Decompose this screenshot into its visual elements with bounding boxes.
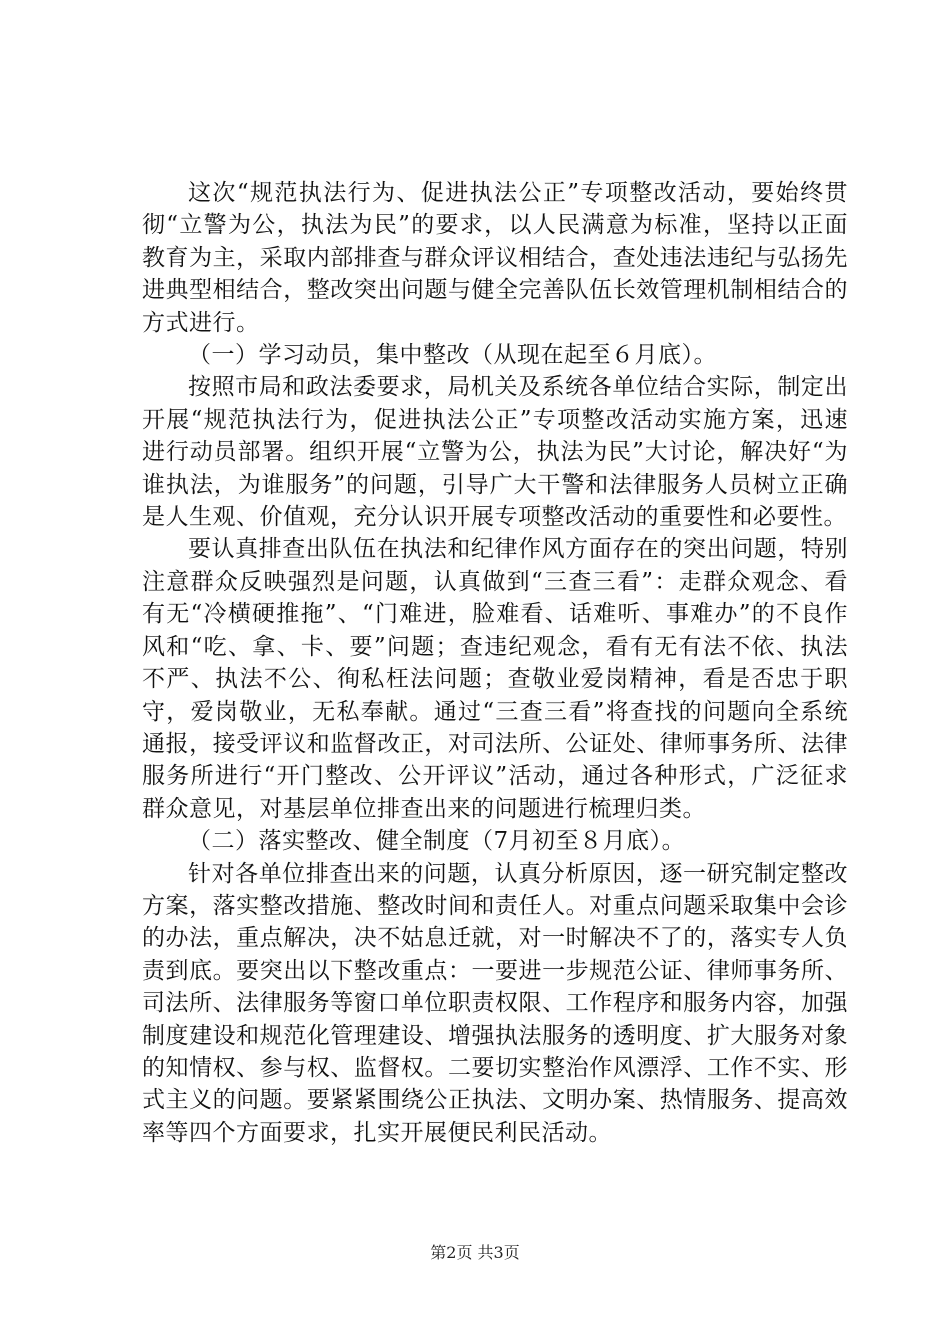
paragraph-inspection: 要认真排查出队伍在执法和纪律作风方面存在的突出问题，特别注意群众反映强烈是问题，认真做到“三查三看”：走群众观念、看有无“冷横硬推拖”、“门难进，脸难看、话难听、事难办”的不良作风和“吃、拿、卡、要”问题；查违纪观念，看有无有法不依、执法不严、执法不公、徇私枉法问题；查敬业爱岗精神，看是否忠于职守，爱岗敬业，无私奉献。通过“三查三看”将查找的问题向全系统通报，接受评议和监督改正，对司法所、公证处、律师事务所、法律服务所进行“开门整改、公开评议”活动，通过各种形式，广泛征求群众意见，对基层单位排查出来的问题进行梳理归类。	[142, 536, 848, 822]
paragraph-rectification: 针对各单位排查出来的问题，认真分析原因，逐一研究制定整改方案，落实整改措施、整改时间和责任人。对重点问题采取集中会诊的办法，重点解决，决不姑息迁就，对一时解决不了的，落实专人负责到底。要突出以下整改重点：一要进一步规范公证、律师事务所、司法所、法律服务等窗口单位职责权限、工作程序和服务内容，加强制度建设和规范化管理建设、增强执法服务的透明度、扩大服务对象的知情权、参与权、监督权。二要切实整治作风漂浮、工作不实、形式主义的问题。要紧紧围绕公正执法、文明办案、热情服务、提高效率等四个方面要求，扎实开展便民利民活动。	[142, 860, 848, 1146]
paragraph-intro: 这次“规范执法行为、促进执法公正”专项整改活动，要始终贯彻“立警为公，执法为民”的要求，以人民满意为标准，坚持以正面教育为主，采取内部排查与群众评议相结合，查处违法违纪与弘扬先进典型相结合，整改突出问题与健全完善队伍长效管理机制相结合的方式进行。	[142, 180, 848, 336]
paragraph-mobilization: 按照市局和政法委要求，局机关及系统各单位结合实际，制定出开展“规范执法行为，促进执法公正”专项整改活动实施方案，迅速进行动员部署。组织开展“立警为公，执法为民”大讨论，解决好“为谁执法，为谁服务”的问题，引导广大干警和法律服务人员树立正确是人生观、价值观，充分认识开展专项整改活动的重要性和必要性。	[142, 374, 848, 531]
section-heading-2: （二）落实整改、健全制度（7月初至８月底）。	[188, 828, 686, 855]
section-heading-1: （一）学习动员，集中整改（从现在起至６月底）。	[188, 342, 717, 369]
document-body	[142, 177, 848, 1149]
page-number-footer: 第2页 共3页	[430, 1243, 520, 1262]
